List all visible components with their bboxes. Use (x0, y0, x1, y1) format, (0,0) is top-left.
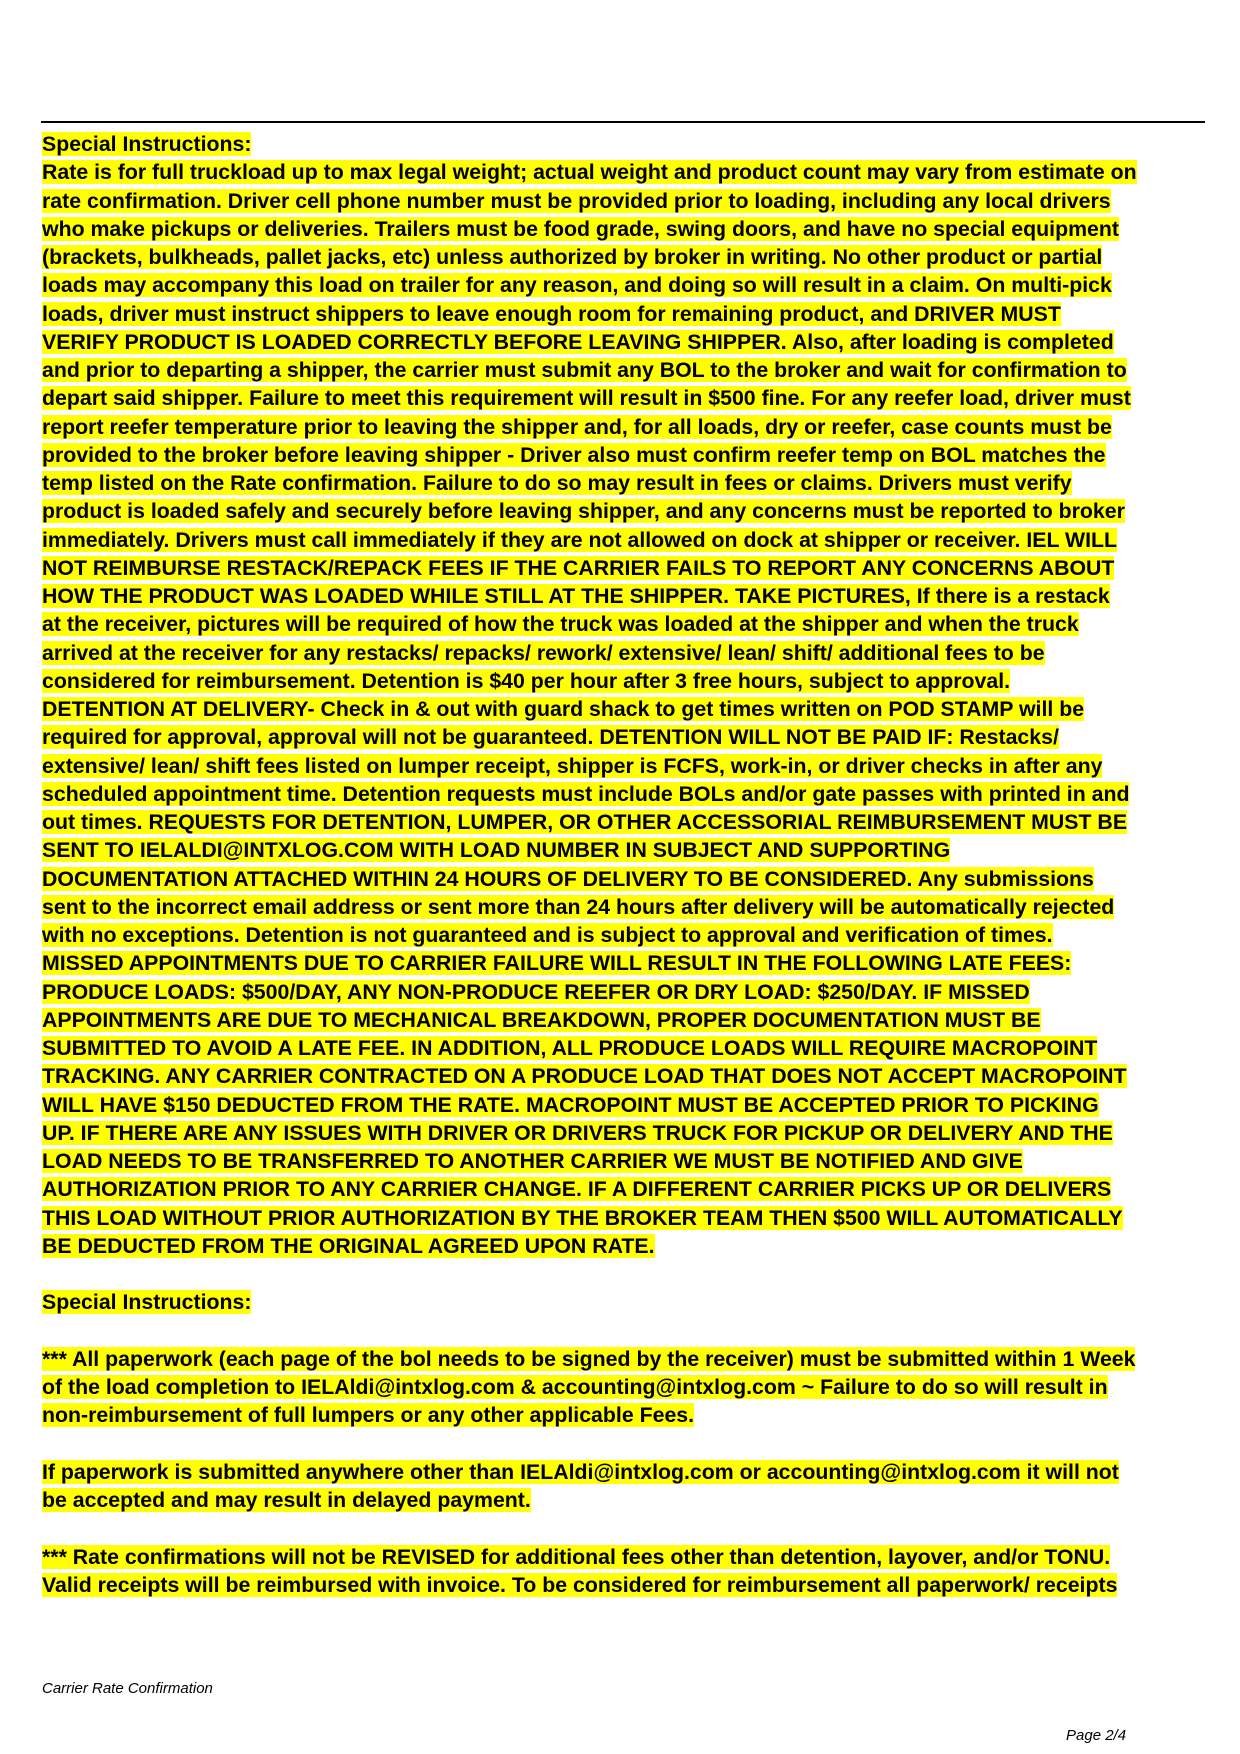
highlighted-text: UP. IF THERE ARE ANY ISSUES WITH DRIVER OR DRIVERS TRUCK FOR PICKUP OR DELIVERY AND THE (42, 1120, 1113, 1145)
highlighted-text: rate confirmation. Driver cell phone number must be provided prior to loading, including any local drivers (42, 188, 1111, 213)
highlighted-text: and prior to departing a shipper, the carrier must submit any BOL to the broker and wait for confirmation to (42, 358, 1127, 382)
highlighted-text: at the receiver, pictures will be required of how the truck was loaded at the shipper and when the truck (42, 612, 1079, 637)
highlighted-text: APPOINTMENTS ARE DUE TO MECHANICAL BREAKDOWN, PROPER DOCUMENTATION MUST BE (42, 1007, 1041, 1032)
highlighted-text: *** Rate confirmations will not be REVISED for additional fees other than detention, layover, and/or TONU. (42, 1544, 1111, 1569)
text-line (42, 667, 1212, 695)
text-line (42, 1571, 1212, 1599)
text-line (42, 723, 1212, 751)
text-line (42, 1232, 1212, 1260)
paragraph-gap (42, 1514, 1212, 1542)
text-line (42, 1119, 1212, 1147)
text-line (42, 865, 1212, 893)
highlighted-text: HOW THE PRODUCT WAS LOADED WHILE STILL AT THE SHIPPER. TAKE PICTURES, If there is a restack (42, 584, 1110, 608)
text-line (42, 1543, 1212, 1571)
highlighted-text: report reefer temperature prior to leaving the shipper and, for all loads, dry or reefer, case counts must be (42, 414, 1112, 439)
highlighted-text: loads, driver must instruct shippers to leave enough room for remaining product, and DRIVER MUST (42, 301, 1061, 326)
highlighted-text: product is loaded safely and securely before leaving shipper, and any concerns must be reported to broker (42, 499, 1125, 524)
text-line (42, 158, 1212, 186)
text-line (42, 610, 1212, 638)
text-line (42, 554, 1212, 582)
highlighted-text: considered for reimbursement. Detention is $40 per hour after 3 free hours, subject to approval. (42, 668, 1011, 693)
highlighted-text: who make pickups or deliveries. Trailers must be food grade, swing doors, and have no special equipment (42, 216, 1119, 241)
highlighted-text: THIS LOAD WITHOUT PRIOR AUTHORIZATION BY THE BROKER TEAM THEN $500 WILL AUTOMATICALLY (42, 1205, 1123, 1230)
text-line (42, 1373, 1212, 1401)
highlighted-text: required for approval, approval will not be guaranteed. DETENTION WILL NOT BE PAID IF: Restacks/ (42, 725, 1059, 750)
highlighted-text: If paperwork is submitted anywhere other than IELAldi@intxlog.com or accounting@intxlog.com it will not (42, 1459, 1119, 1484)
text-line (42, 639, 1212, 667)
highlighted-text: depart said shipper. Failure to meet this requirement will result in $500 fine. For any reefer load, driver must (42, 386, 1131, 411)
text-line (42, 1204, 1212, 1232)
highlighted-text: Valid receipts will be reimbursed with invoice. To be considered for reimbursement all paperwork/ receipts (42, 1572, 1118, 1597)
text-line (42, 836, 1212, 864)
text-line (42, 271, 1212, 299)
highlighted-text: *** All paperwork (each page of the bol needs to be signed by the receiver) must be submitted within 1 Week (42, 1346, 1136, 1371)
text-line (42, 1345, 1212, 1373)
highlighted-text: TRACKING. ANY CARRIER CONTRACTED ON A PRODUCE LOAD THAT DOES NOT ACCEPT MACROPOINT (42, 1064, 1127, 1089)
text-line (42, 780, 1212, 808)
text-line (42, 893, 1212, 921)
text-line (42, 413, 1212, 441)
text-line (42, 1458, 1212, 1486)
special-instructions-body (42, 130, 1212, 1599)
text-line (42, 752, 1212, 780)
text-line (42, 469, 1212, 497)
highlighted-text: arrived at the receiver for any restacks/ repacks/ rework/ extensive/ lean/ shift/ additional fees to be (42, 640, 1045, 665)
text-line (42, 497, 1212, 525)
highlighted-text: MISSED APPOINTMENTS DUE TO CARRIER FAILURE WILL RESULT IN THE FOLLOWING LATE FEES: (42, 951, 1072, 976)
footer-document-title: Carrier Rate Confirmation (42, 1680, 213, 1697)
text-line (42, 1486, 1212, 1514)
highlighted-text: DOCUMENTATION ATTACHED WITHIN 24 HOURS OF DELIVERY TO BE CONSIDERED. Any submissions (42, 866, 1094, 891)
highlighted-text: immediately. Drivers must call immediately if they are not allowed on dock at shipper or receiver. IEL WILL (42, 527, 1118, 552)
text-line (42, 1006, 1212, 1034)
paragraph-gap (42, 1317, 1212, 1345)
highlighted-text: AUTHORIZATION PRIOR TO ANY CARRIER CHANGE. IF A DIFFERENT CARRIER PICKS UP OR DELIVERS (42, 1177, 1112, 1202)
footer-page-number: Page 2/4 (1066, 1727, 1127, 1744)
highlighted-text: with no exceptions. Detention is not guaranteed and is subject to approval and verification of times. (42, 923, 1053, 947)
highlighted-text: of the load completion to IELAldi@intxlog.com & accounting@intxlog.com ~ Failure to do so will result in (42, 1375, 1108, 1399)
paragraph-gap (42, 1260, 1212, 1288)
highlighted-text: provided to the broker before leaving shipper - Driver also must confirm reefer temp on BOL matches the (42, 442, 1106, 467)
text-line (42, 1034, 1212, 1062)
text-line (42, 441, 1212, 469)
text-line (42, 215, 1212, 243)
text-line (42, 1401, 1212, 1429)
highlighted-text: (brackets, bulkheads, pallet jacks, etc) unless authorized by broker in writing. No other product or partial (42, 245, 1103, 269)
text-line (42, 949, 1212, 977)
text-line (42, 130, 1212, 158)
text-line (42, 300, 1212, 328)
highlighted-text: Special Instructions: (42, 132, 252, 156)
highlighted-text: sent to the incorrect email address or sent more than 24 hours after delivery will be automatically rejected (42, 894, 1115, 919)
highlighted-text: temp listed on the Rate confirmation. Failure to do so may result in fees or claims. Drivers must verify (42, 471, 1072, 495)
text-line (42, 808, 1212, 836)
highlighted-text: WILL HAVE $150 DEDUCTED FROM THE RATE. MACROPOINT MUST BE ACCEPTED PRIOR TO PICKING (42, 1092, 1099, 1117)
highlighted-text: DETENTION AT DELIVERY- Check in & out with guard shack to get times written on POD STAMP will be (42, 697, 1085, 721)
text-line (42, 526, 1212, 554)
highlighted-text: SENT TO IELALDI@INTXLOG.COM WITH LOAD NUMBER IN SUBJECT AND SUPPORTING (42, 838, 951, 863)
text-line (42, 187, 1212, 215)
text-line (42, 582, 1212, 610)
text-line (42, 384, 1212, 412)
highlighted-text: VERIFY PRODUCT IS LOADED CORRECTLY BEFORE LEAVING SHIPPER. Also, after loading is completed (42, 329, 1114, 354)
highlighted-text: be accepted and may result in delayed payment. (42, 1488, 531, 1512)
text-line (42, 1175, 1212, 1203)
text-line (42, 921, 1212, 949)
text-line (42, 1147, 1212, 1175)
text-line (42, 328, 1212, 356)
highlighted-text: BE DEDUCTED FROM THE ORIGINAL AGREED UPON RATE. (42, 1233, 655, 1258)
highlighted-text: LOAD NEEDS TO BE TRANSFERRED TO ANOTHER CARRIER WE MUST BE NOTIFIED AND GIVE (42, 1149, 1023, 1173)
text-line (42, 978, 1212, 1006)
highlighted-text: NOT REIMBURSE RESTACK/REPACK FEES IF THE CARRIER FAILS TO REPORT ANY CONCERNS ABOUT (42, 555, 1115, 580)
highlighted-text: SUBMITTED TO AVOID A LATE FEE. IN ADDITION, ALL PRODUCE LOADS WILL REQUIRE MACROPOINT (42, 1036, 1098, 1060)
highlighted-text: PRODUCE LOADS: $500/DAY, ANY NON-PRODUCE REEFER OR DRY LOAD: $250/DAY. IF MISSED (42, 979, 1030, 1004)
paragraph-gap (42, 1430, 1212, 1458)
highlighted-text: scheduled appointment time. Detention requests must include BOLs and/or gate passes with printed in and (42, 781, 1130, 806)
highlighted-text: loads may accompany this load on trailer for any reason, and doing so will result in a claim. On multi-pick (42, 273, 1112, 298)
text-line (42, 356, 1212, 384)
header-rule (41, 121, 1205, 123)
highlighted-text: extensive/ lean/ shift fees listed on lumper receipt, shipper is FCFS, work-in, or driver checks in after any (42, 753, 1103, 778)
text-line (42, 1062, 1212, 1090)
text-line (42, 243, 1212, 271)
text-line (42, 695, 1212, 723)
text-line (42, 1288, 1212, 1316)
highlighted-text: Special Instructions: (42, 1290, 252, 1315)
highlighted-text: Rate is for full truckload up to max legal weight; actual weight and product count may vary from estimate on (42, 160, 1137, 185)
text-line (42, 1091, 1212, 1119)
highlighted-text: out times. REQUESTS FOR DETENTION, LUMPER, OR OTHER ACCESSORIAL REIMBURSEMENT MUST BE (42, 810, 1128, 834)
highlighted-text: non-reimbursement of full lumpers or any other applicable Fees. (42, 1403, 695, 1428)
